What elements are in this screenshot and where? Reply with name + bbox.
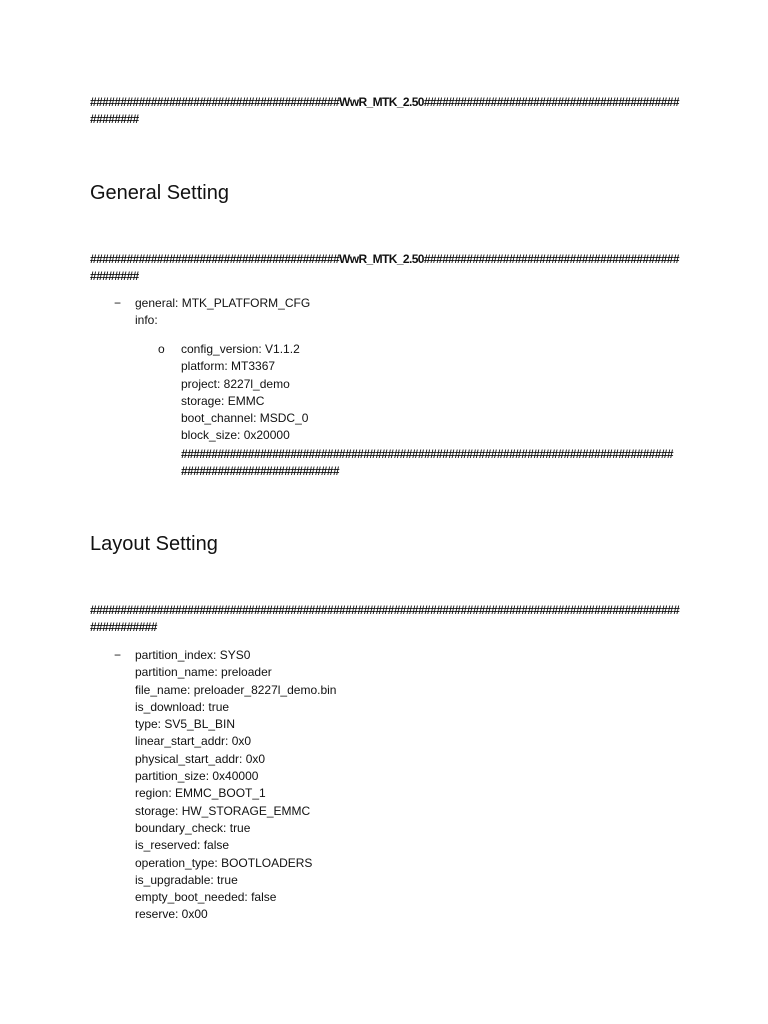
list-line: operation_type: BOOTLOADERS	[135, 855, 313, 870]
list-line: is_download: true	[135, 699, 230, 714]
list-line: storage: HW_STORAGE_EMMC	[135, 803, 311, 818]
layout-setting-heading: Layout Setting	[90, 533, 218, 555]
list-line: empty_boot_needed: false	[135, 890, 277, 905]
partition-dash-bullet: −	[114, 648, 122, 662]
general-hash-line: #########################################WwR_MTK_2.50##################################################	[90, 252, 679, 283]
general-item	[135, 295, 310, 330]
list-line: physical_start_addr: 0x0	[135, 751, 266, 766]
list-line: type: SV5_BL_BIN	[135, 717, 236, 732]
general-line: general: MTK_PLATFORM_CFG	[135, 296, 311, 310]
list-line: config_version: V1.1.2	[181, 342, 300, 356]
header-hash-line: #########################################WwR_MTK_2.50##################################################	[90, 95, 679, 126]
list-line: partition_size: 0x40000	[135, 769, 259, 784]
config-list	[181, 341, 308, 445]
general-dash-bullet: −	[114, 296, 122, 310]
list-line: is_reserved: false	[135, 838, 230, 853]
config-trailing-hash: ###########################################################################################################	[181, 447, 673, 478]
general-setting-heading: General Setting	[90, 182, 229, 204]
list-line: partition_name: preloader	[135, 665, 272, 680]
list-line: boot_channel: MSDC_0	[181, 411, 309, 426]
partition-list	[135, 647, 336, 924]
list-line: platform: MT3367	[181, 359, 276, 374]
list-line: reserve: 0x00	[135, 907, 208, 922]
list-line: block_size: 0x20000	[181, 428, 290, 443]
list-line: storage: EMMC	[181, 393, 265, 408]
list-line: partition_index: SYS0	[135, 648, 251, 662]
list-line: is_upgradable: true	[135, 872, 238, 887]
list-line: region: EMMC_BOOT_1	[135, 786, 266, 801]
config-circle-bullet: o	[158, 342, 165, 356]
list-line: linear_start_addr: 0x0	[135, 734, 252, 749]
layout-hash-line: ############################################################################################################	[90, 603, 680, 634]
list-line: file_name: preloader_8227l_demo.bin	[135, 682, 337, 697]
list-line: boundary_check: true	[135, 820, 251, 835]
list-line: project: 8227l_demo	[181, 376, 290, 391]
info-line: info:	[135, 313, 158, 328]
